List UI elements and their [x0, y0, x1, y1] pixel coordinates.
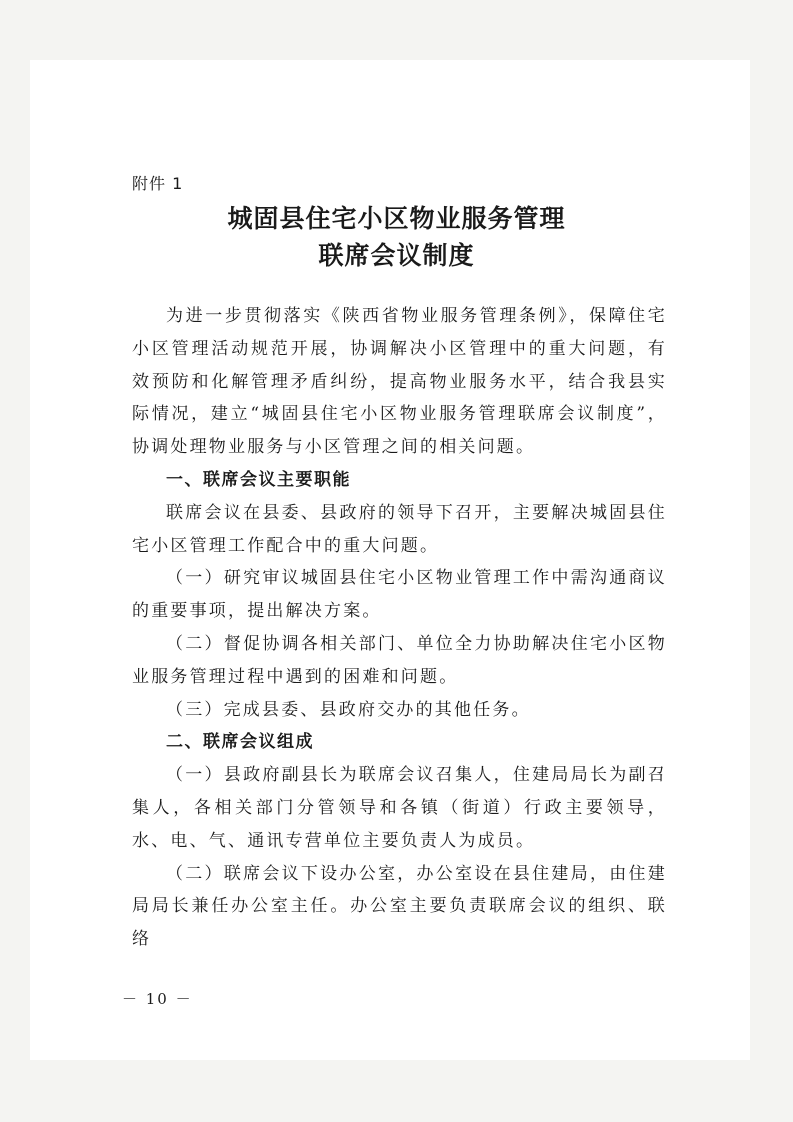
intro-paragraph: 为进一步贯彻落实《陕西省物业服务管理条例》，保障住宅小区管理活动规范开展，协调解决小区管理中的重大问题，有效预防和化解管理矛盾纠纷，提高物业服务水平，结合我县实际情况，建立“城固县住宅小区物业服务管理联席会议制度”，协调处理物业服务与小区管理之间的相关问题。 — [132, 306, 667, 458]
body-paragraph: （一）研究审议城固县住宅小区物业管理工作中需沟通商议的重要事项，提出解决方案。 — [132, 568, 667, 622]
document-title-line2: 联席会议制度 — [318, 241, 475, 270]
document-body — [132, 300, 667, 956]
body-paragraph: （二）督促协调各相关部门、单位全力协助解决住宅小区物业服务管理过程中遇到的困难和问题。 — [132, 633, 667, 687]
body-paragraph: （二）联席会议下设办公室，办公室设在县住建局，由住建局局长兼任办公室主任。办公室主要负责联席会议的组织、联络 — [132, 863, 667, 950]
body-paragraph: （三）完成县委、县政府交办的其他任务。 — [166, 699, 531, 720]
section-heading-2: 二、联席会议组成 — [166, 732, 314, 753]
body-paragraph: 联席会议在县委、县政府的领导下召开，主要解决城固县住宅小区管理工作配合中的重大问题。 — [132, 502, 667, 556]
section-heading-1: 一、联席会议主要职能 — [166, 469, 351, 490]
page-number: － 10 － — [122, 990, 193, 1008]
attachment-label: 附件 1 — [132, 174, 184, 193]
body-paragraph: （一）县政府副县长为联席会议召集人，住建局局长为副召集人，各相关部门分管领导和各镇（街道）行政主要领导，水、电、气、通讯专营单位主要负责人为成员。 — [132, 765, 667, 851]
document-title-line1: 城固县住宅小区物业服务管理 — [227, 204, 566, 233]
